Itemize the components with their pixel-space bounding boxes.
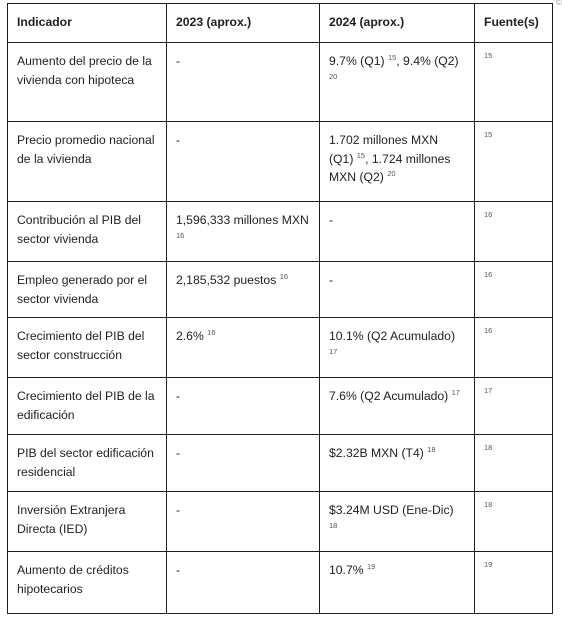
cell-indicador: Empleo generado por el sector vivienda	[8, 262, 167, 318]
value-text: -	[329, 213, 334, 227]
citation-ref[interactable]: 20	[329, 71, 338, 81]
cell-fuente	[475, 202, 553, 262]
value-text: 1.702 millones MXN (Q1)	[329, 133, 439, 166]
table-row	[8, 378, 553, 435]
value-text: $3.24M USD (Ene-Dic)	[329, 503, 454, 517]
value-text: 9.7% (Q1)	[329, 54, 388, 68]
citation-ref[interactable]: 18	[329, 520, 338, 530]
value-text: -	[176, 446, 181, 460]
cell-2023	[167, 262, 320, 318]
cell-2023	[167, 435, 320, 492]
cell-indicador: PIB del sector edificación residencial	[8, 435, 167, 492]
value-text: -	[176, 133, 181, 147]
cell-indicador: Crecimiento del PIB del sector construcción	[8, 318, 167, 378]
value-text: 10.1% (Q2 Acumulado)	[329, 329, 456, 343]
source-ref[interactable]: 19	[484, 560, 493, 569]
cell-fuente	[475, 492, 553, 552]
cell-indicador: Aumento del precio de la vivienda con hipoteca	[8, 43, 167, 122]
value-text: 10.7%	[329, 563, 367, 577]
cell-indicador: Contribución al PIB del sector vivienda	[8, 202, 167, 262]
cell-2023	[167, 378, 320, 435]
cell-2024	[320, 492, 475, 552]
table-row	[8, 552, 553, 614]
source-ref[interactable]: 16	[484, 270, 493, 279]
table-header-row	[8, 4, 553, 43]
table-body	[8, 43, 553, 614]
citation-ref[interactable]: 19	[366, 561, 376, 571]
cell-2023	[167, 552, 320, 614]
citation-ref[interactable]: 17	[451, 387, 460, 397]
cell-indicador: Crecimiento del PIB de la edificación	[8, 378, 167, 435]
cell-fuente	[475, 378, 553, 435]
value-text: , 1.724 millones MXN (Q2)	[329, 151, 451, 184]
cell-fuente	[475, 262, 553, 318]
value-text: -	[176, 503, 181, 517]
cell-2024	[320, 435, 475, 492]
source-ref[interactable]: 15	[484, 130, 493, 139]
citation-ref[interactable]: 16	[207, 327, 216, 337]
header-fuentes: Fuente(s)	[475, 4, 553, 43]
table-row	[8, 318, 553, 378]
value-text: -	[329, 273, 334, 287]
cell-2024	[320, 318, 475, 378]
cell-2024	[320, 202, 475, 262]
source-ref[interactable]: 16	[484, 326, 493, 335]
cell-2023	[167, 318, 320, 378]
header-2024: 2024 (aprox.)	[320, 4, 475, 43]
cell-fuente	[475, 43, 553, 122]
value-text: -	[176, 54, 181, 68]
table-row	[8, 262, 553, 318]
table-row	[8, 202, 553, 262]
value-text: -	[176, 389, 181, 403]
citation-ref[interactable]: 17	[329, 346, 338, 356]
cell-fuente	[475, 435, 553, 492]
copyright-mark: ©	[556, 0, 562, 7]
cell-2024	[320, 262, 475, 318]
cell-fuente	[475, 122, 553, 202]
cell-2023	[167, 43, 320, 122]
value-text: , 9.4% (Q2)	[396, 54, 459, 68]
citation-ref[interactable]: 15	[387, 52, 397, 62]
source-ref[interactable]: 18	[484, 443, 493, 452]
citation-ref[interactable]: 20	[387, 168, 396, 178]
citation-ref[interactable]: 15	[356, 150, 366, 160]
cell-indicador: Inversión Extranjera Directa (IED)	[8, 492, 167, 552]
value-text: 2.6%	[176, 329, 208, 343]
value-text: 7.6% (Q2 Acumulado)	[329, 389, 452, 403]
table-row	[8, 492, 553, 552]
cell-fuente	[475, 318, 553, 378]
indicators-table	[7, 3, 553, 614]
cell-2024	[320, 552, 475, 614]
source-ref[interactable]: 18	[484, 500, 493, 509]
source-ref[interactable]: 15	[484, 51, 493, 60]
cell-2023	[167, 122, 320, 202]
cell-indicador: Precio promedio nacional de la vivienda	[8, 122, 167, 202]
cell-2023	[167, 492, 320, 552]
cell-2024	[320, 43, 475, 122]
table-row	[8, 43, 553, 122]
citation-ref[interactable]: 18	[427, 444, 436, 454]
cell-2024	[320, 378, 475, 435]
cell-2023	[167, 202, 320, 262]
value-text: $2.32B MXN (T4)	[329, 446, 428, 460]
header-indicador: Indicador	[8, 4, 167, 43]
table-row	[8, 122, 553, 202]
source-ref[interactable]: 16	[484, 210, 493, 219]
value-text: 2,185,532 puestos	[176, 273, 280, 287]
citation-ref[interactable]: 16	[279, 271, 289, 281]
value-text: -	[176, 563, 181, 577]
header-2023: 2023 (aprox.)	[167, 4, 320, 43]
source-ref[interactable]: 17	[484, 386, 493, 395]
cell-indicador: Aumento de créditos hipotecarios	[8, 552, 167, 614]
cell-fuente	[475, 552, 553, 614]
cell-2024	[320, 122, 475, 202]
citation-ref[interactable]: 16	[176, 230, 185, 240]
value-text: 1,596,333 millones MXN	[176, 213, 309, 227]
table-row	[8, 435, 553, 492]
